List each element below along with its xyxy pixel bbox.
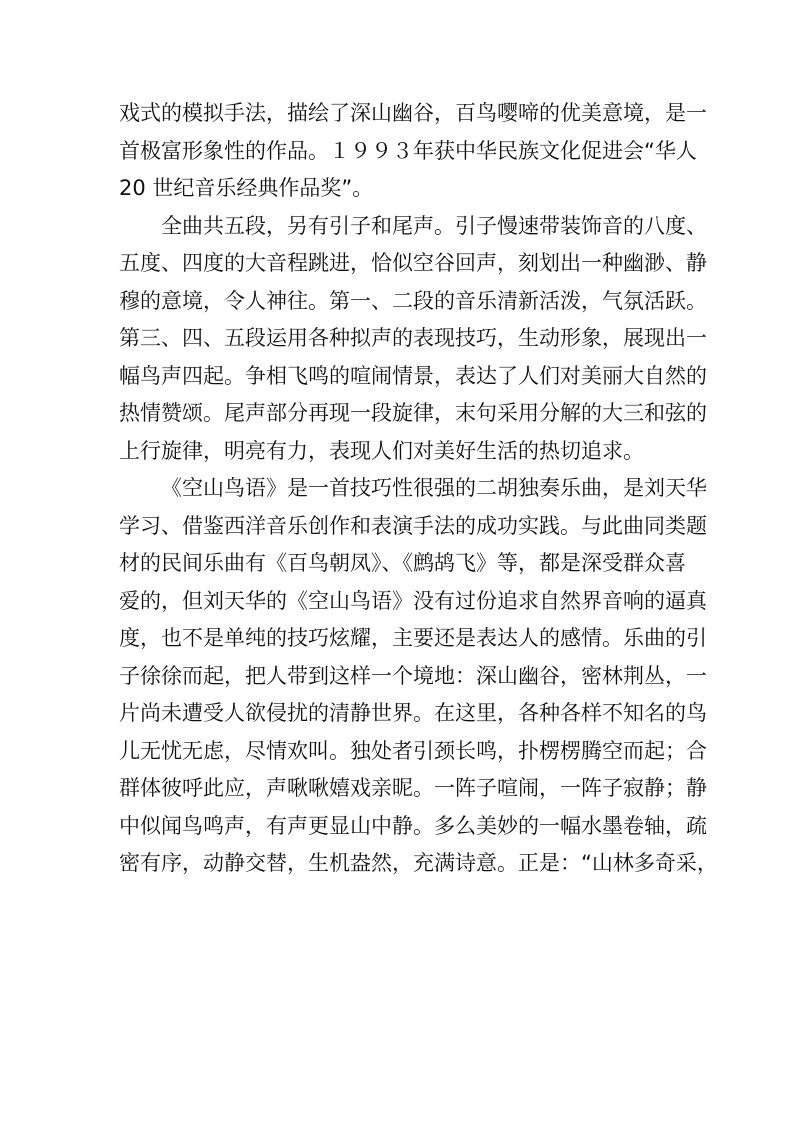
text-line: 密有序，动静交替，生机盎然，充满诗意。正是：“山林多奇采，: [119, 851, 718, 875]
text-line: 群体彼呼此应，声啾啾嬉戏亲昵。一阵子喧闹，一阵子寂静；静: [119, 776, 707, 800]
text-line: 全曲共五段，另有引子和尾声。引子慢速带装饰音的八度、: [161, 213, 707, 238]
body-text: [119, 95, 718, 883]
text-line: 片尚未遭受人欲侵扰的清静世界。在这里，各种各样不知名的鸟: [119, 701, 707, 725]
text-line: 中似闻鸟鸣声，有声更显山中静。多么美妙的一幅水墨卷轴，疏: [119, 813, 707, 838]
paragraph-2: [119, 208, 707, 471]
text-line: 第三、四、五段运用各种拟声的表现技巧，生动形象，展现出一: [119, 326, 707, 350]
text-line: 五度、四度的大音程跳进，恰似空谷回声，刻划出一种幽渺、静: [119, 251, 707, 275]
text-line: 子徐徐而起，把人带到这样一个境地：深山幽谷，密林荆丛，一: [119, 663, 707, 688]
text-line: 《空山鸟语》是一首技巧性很强的二胡独奏乐曲，是刘天华: [161, 476, 707, 500]
paragraph-3: [119, 470, 718, 883]
text-line: 首极富形象性的作品。１９９３年获中华民族文化促进会“华人: [119, 138, 697, 163]
text-line: 材的民间乐曲有《百鸟朝凤》、《鹧鸪飞》等，都是深受群众喜: [119, 551, 686, 575]
text-line: 穆的意境，令人神往。第一、二段的音乐清新活泼，气氛活跃。: [119, 288, 707, 313]
text-line: 上行旋律，明亮有力，表现人们对美好生活的热切追求。: [119, 438, 644, 463]
text-line: 20 世纪音乐经典作品奖”。: [119, 176, 374, 200]
text-line: 儿无忧无虑，尽情欢叫。独处者引颈长鸣，扑楞楞腾空而起；合: [119, 738, 707, 763]
text-line: 热情赞颂。尾声部分再现一段旋律，末句采用分解的大三和弦的: [119, 401, 707, 425]
text-line: 度，也不是单纯的技巧炫耀，主要还是表达人的感情。乐曲的引: [119, 626, 707, 650]
text-line: 学习、借鉴西洋音乐创作和表演手法的成功实践。与此曲同类题: [119, 513, 707, 538]
text-line: 幅鸟声四起。争相飞鸣的喧闹情景，表达了人们对美丽大自然的: [119, 363, 707, 388]
text-line: 爱的，但刘天华的《空山鸟语》没有过份追求自然界音响的逼真: [119, 588, 707, 613]
paragraph-1: [119, 95, 707, 208]
text-line: 戏式的模拟手法，描绘了深山幽谷，百鸟嘤啼的优美意境，是一: [119, 101, 707, 125]
